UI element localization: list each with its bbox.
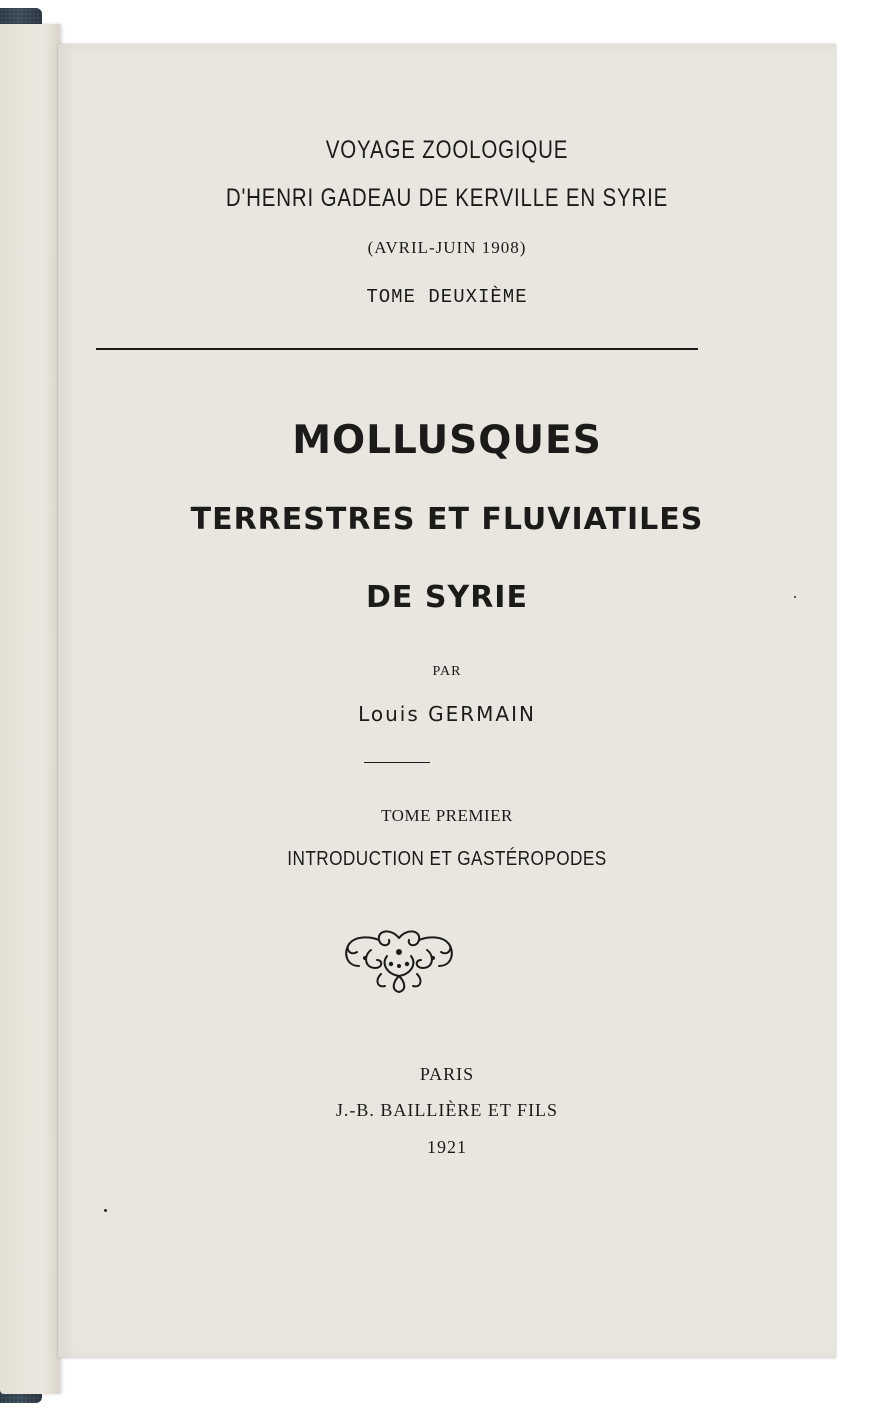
author-name: Louis GERMAIN [358,702,536,726]
main-title: MOLLUSQUES [292,418,602,463]
volume-label: TOME DEUXIÈME [366,286,528,308]
by-label: PAR [432,664,462,679]
paper-speck [104,1209,107,1212]
page-edges [0,24,60,1394]
series-title-line-2: D'HENRI GADEAU DE KERVILLE EN SYRIE [225,184,669,212]
paper-speck [794,596,796,598]
title-page [58,44,836,1358]
tome-label: TOME PREMIER [381,806,513,825]
series-title-line-1: VOYAGE ZOOLOGIQUE [325,136,569,164]
imprint-publisher: J.-B. BAILLIÈRE ET FILS [335,1100,559,1120]
subtitle-line-2: DE SYRIE [366,580,528,615]
fleuron-ornament-icon [341,926,457,996]
expedition-dates: (AVRIL-JUIN 1908) [367,238,527,257]
imprint-year: 1921 [427,1137,467,1157]
subtitle-line-1: TERRESTRES ET FLUVIATILES [190,502,704,537]
imprint-city: PARIS [419,1064,475,1084]
contents-label: INTRODUCTION ET GASTÉROPODES [287,848,607,870]
header-rule [96,348,698,350]
author-rule [364,762,430,763]
